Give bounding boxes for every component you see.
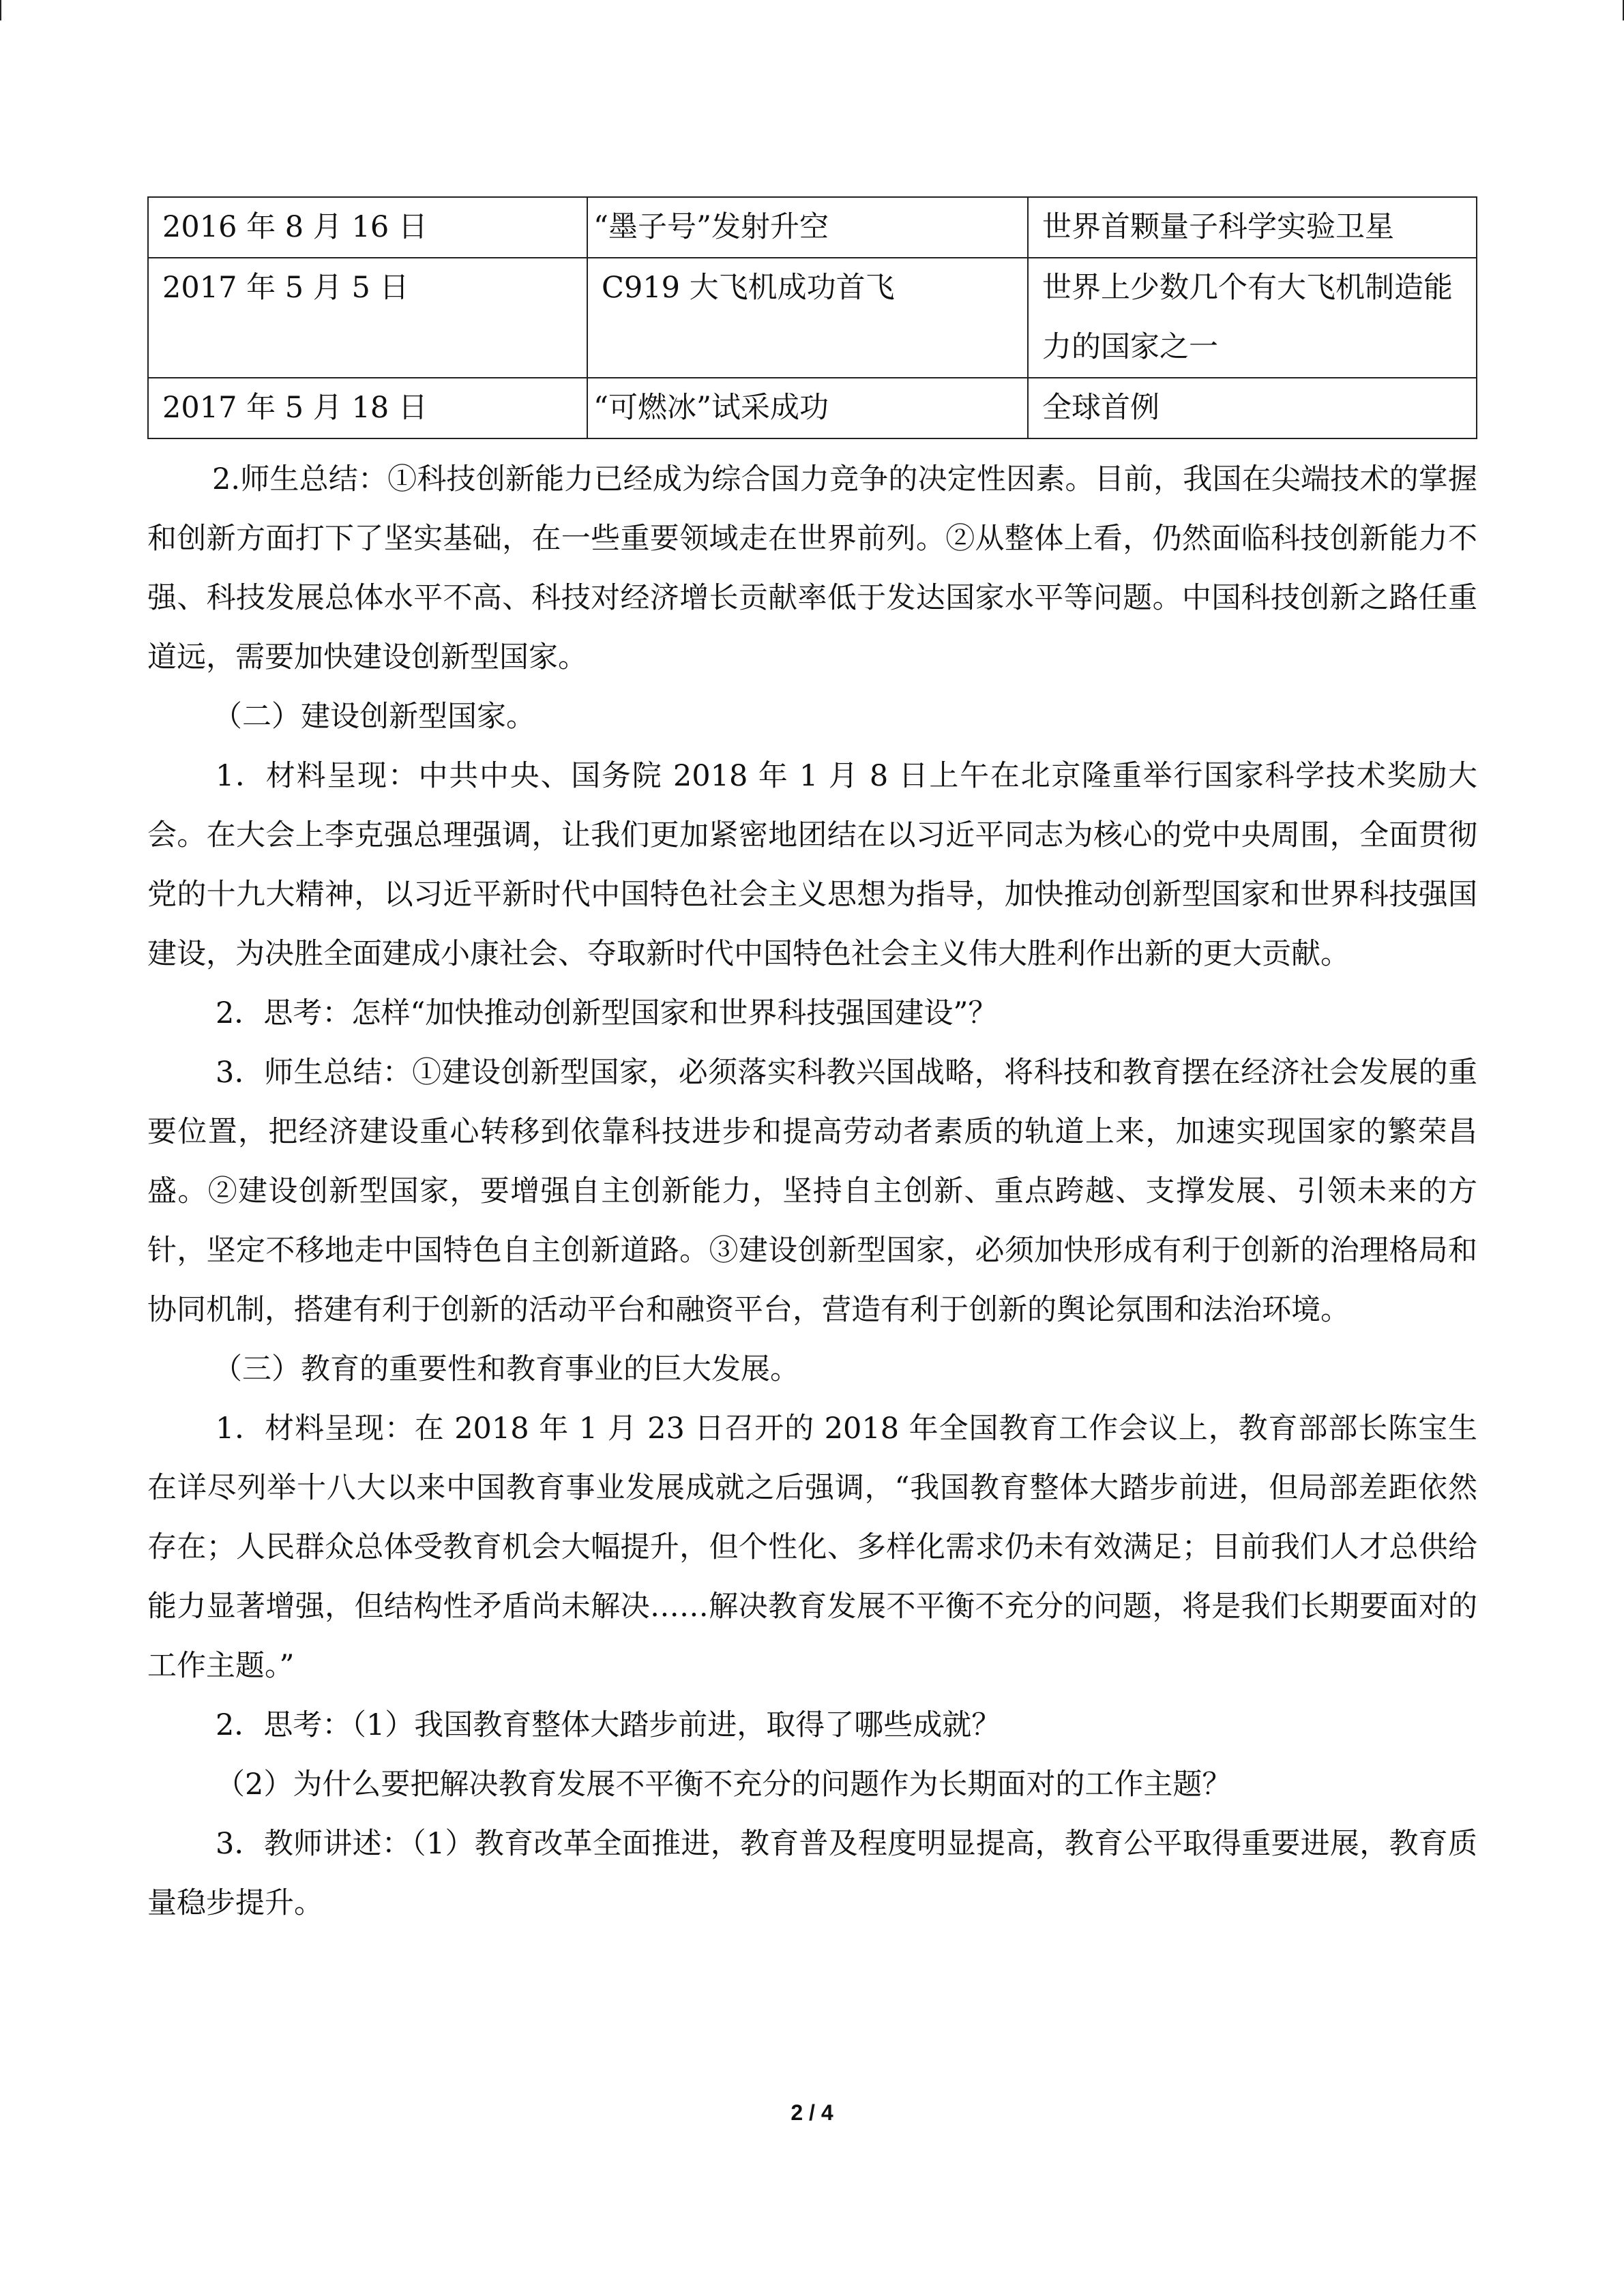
table-cell-date: 2017 年 5 月 5 日 — [148, 258, 587, 378]
paragraph-material-1: 1．材料呈现：中共中央、国务院 2018 年 1 月 8 日上午在北京隆重举行国家科学技术奖励大会。在大会上李克强总理强调，让我们更加紧密地团结在以习近平同志为核心的党中央周围，全面贯彻党的十九大精神，以习近平新时代中国特色社会主义思想为指导，加快推动创新型国家和世界科技强国建设，为决胜全面建成小康社会、夺取新时代中国特色社会主义伟大胜利作出新的更大贡献。 — [147, 759, 1477, 971]
paragraph-material-2: 1．材料呈现：在 2018 年 1 月 23 日召开的 2018 年全国教育工作会议上，教育部部长陈宝生在详尽列举十八大以来中国教育事业发展成就之后强调，“我国教育整体大踏步前进，但局部差距依然存在；人民群众总体受教育机会大幅提升，但个性化、多样化需求仍未有效满足；目前我们人才总供给能力显著增强，但结构性矛盾尚未解决……解决教育发展不平衡不充分的问题，将是我们长期要面对的工作主题。” — [147, 1412, 1477, 1683]
table-cell-significance: 全球首例 — [1028, 378, 1477, 438]
table-cell-significance: 世界上少数几个有大飞机制造能力的国家之一 — [1028, 258, 1477, 378]
table-cell-event: “可燃冰”试采成功 — [587, 378, 1028, 438]
body-text — [147, 450, 1477, 1933]
paragraph-question-2: 2．思考：（1）我国教育整体大踏步前进，取得了哪些成就？ — [216, 1708, 1001, 1742]
table-cell-significance: 世界首颗量子科学实验卫星 — [1028, 197, 1477, 258]
page-edge-mark-left — [0, 0, 1, 20]
table-row — [148, 197, 1477, 258]
table-cell-event: C919 大飞机成功首飞 — [587, 258, 1028, 378]
table-row — [148, 378, 1477, 438]
table-row — [148, 258, 1477, 378]
section-heading-2: （二）建设创新型国家。 — [213, 700, 535, 734]
paragraph-summary-1: 2.师生总结：①科技创新能力已经成为综合国力竞争的决定性因素。目前，我国在尖端技术的掌握和创新方面打下了坚实基础，在一些重要领域走在世界前列。②从整体上看，仍然面临科技创新能力不强、科技发展总体水平不高、科技对经济增长贡献率低于发达国家水平等问题。中国科技创新之路任重道远，需要加快建设创新型国家。 — [147, 462, 1477, 674]
page-number: 2 / 4 — [791, 2100, 833, 2125]
section-heading-3: （三）教育的重要性和教育事业的巨大发展。 — [213, 1352, 799, 1386]
table-cell-event: “墨子号”发射升空 — [587, 197, 1028, 258]
paragraph-question-1: 2．思考：怎样“加快推动创新型国家和世界科技强国建设”？ — [216, 996, 998, 1030]
events-table — [147, 196, 1477, 439]
table-cell-date: 2016 年 8 月 16 日 — [148, 197, 587, 258]
table-cell-date: 2017 年 5 月 18 日 — [148, 378, 587, 438]
paragraph-teacher-explain: 3．教师讲述：（1）教育改革全面推进，教育普及程度明显提高，教育公平取得重要进展，教育质量稳步提升。 — [147, 1827, 1477, 1920]
paragraph-question-2b: （2）为什么要把解决教育发展不平衡不充分的问题作为长期面对的工作主题？ — [216, 1768, 1232, 1802]
paragraph-summary-2: 3．师生总结：①建设创新型国家，必须落实科教兴国战略，将科技和教育摆在经济社会发展的重要位置，把经济建设重心转移到依靠科技进步和提高劳动者素质的轨道上来，加速实现国家的繁荣昌盛。②建设创新型国家，要增强自主创新能力，坚持自主创新、重点跨越、支撑发展、引领未来的方针，坚定不移地走中国特色自主创新道路。③建设创新型国家，必须加快形成有利于创新的治理格局和协同机制，搭建有利于创新的活动平台和融资平台，营造有利于创新的舆论氛围和法治环境。 — [147, 1056, 1477, 1327]
